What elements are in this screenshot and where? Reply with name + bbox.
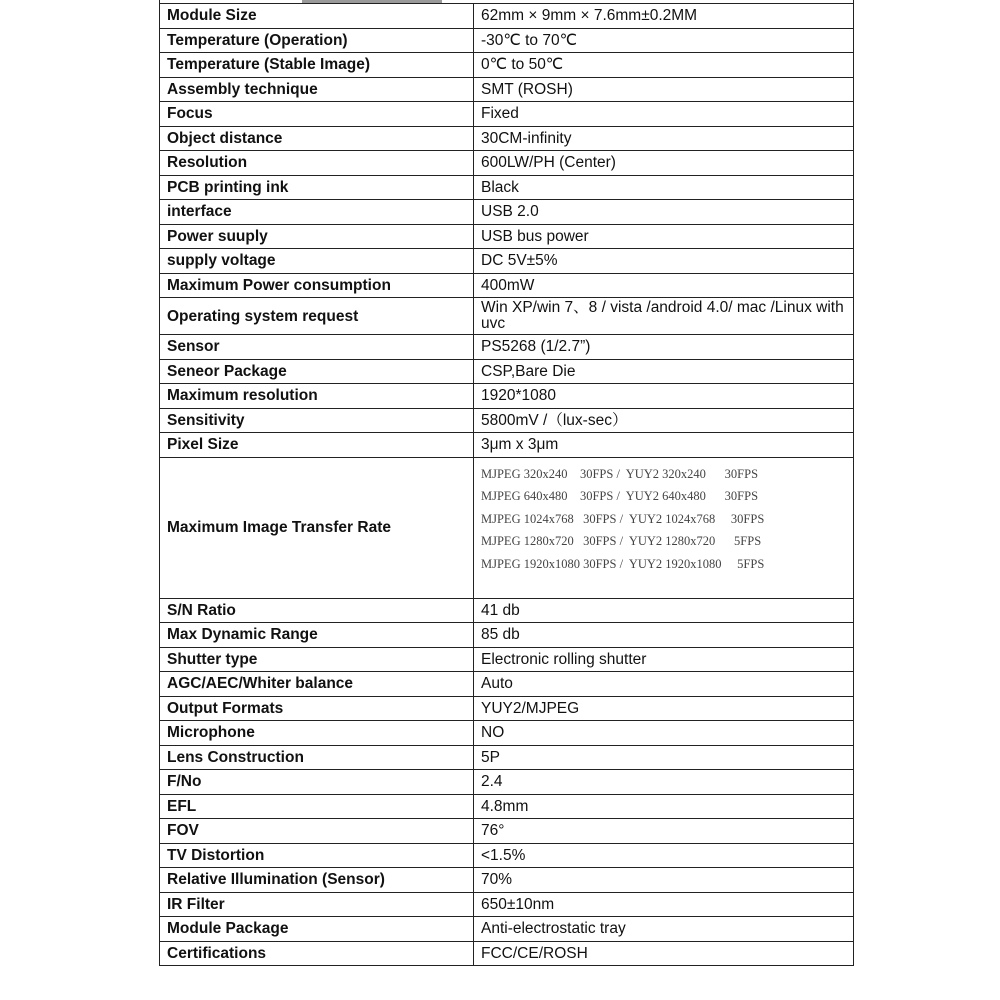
table-row [160, 77, 854, 102]
table-row [160, 384, 854, 409]
row-label: AGC/AEC/Whiter balance [160, 672, 474, 697]
row-label: Microphone [160, 721, 474, 746]
row-label: Output Formats [160, 696, 474, 721]
table-row [160, 53, 854, 78]
row-value: Electronic rolling shutter [474, 647, 854, 672]
table-row [160, 457, 854, 598]
transfer-rate-line: MJPEG 1024x768 30FPS / YUY2 1024x768 30FPS [481, 511, 765, 526]
row-label: Relative Illumination (Sensor) [160, 868, 474, 893]
row-label: Sensitivity [160, 408, 474, 433]
table-row [160, 200, 854, 225]
row-value: SMT (ROSH) [474, 77, 854, 102]
row-value: YUY2/MJPEG [474, 696, 854, 721]
row-value: 5800mV /（lux-sec） [474, 408, 854, 433]
row-value: 650±10nm [474, 892, 854, 917]
table-row [160, 273, 854, 298]
row-value: 1920*1080 [474, 384, 854, 409]
row-value: USB bus power [474, 224, 854, 249]
table-row [160, 359, 854, 384]
row-label: Object distance [160, 126, 474, 151]
row-label: interface [160, 200, 474, 225]
row-value: FCC/CE/ROSH [474, 941, 854, 966]
row-value: 85 db [474, 623, 854, 648]
spec-table [159, 3, 854, 966]
row-value: 30CM-infinity [474, 126, 854, 151]
row-value: Black [474, 175, 854, 200]
transfer-rate-list [474, 457, 854, 598]
row-value: Anti-electrostatic tray [474, 917, 854, 942]
row-value: Win XP/win 7、8 / vista /android 4.0/ mac /Linux with uvc [474, 298, 854, 335]
table-row [160, 126, 854, 151]
row-label: Assembly technique [160, 77, 474, 102]
table-row [160, 794, 854, 819]
transfer-rate-line: MJPEG 1280x720 30FPS / YUY2 1280x720 5FPS [481, 534, 762, 549]
row-label: Seneor Package [160, 359, 474, 384]
transfer-rate-line: MJPEG 320x240 30FPS / YUY2 320x240 30FPS [481, 466, 759, 481]
row-label: Maximum resolution [160, 384, 474, 409]
table-row [160, 892, 854, 917]
row-value: 4.8mm [474, 794, 854, 819]
row-label: Max Dynamic Range [160, 623, 474, 648]
table-row [160, 868, 854, 893]
row-value: 2.4 [474, 770, 854, 795]
row-label: Module Size [160, 4, 474, 29]
row-value: 41 db [474, 598, 854, 623]
row-value: CSP,Bare Die [474, 359, 854, 384]
row-label: Temperature (Operation) [160, 28, 474, 53]
row-value: Auto [474, 672, 854, 697]
table-row [160, 298, 854, 335]
row-label: Certifications [160, 941, 474, 966]
row-label: supply voltage [160, 249, 474, 274]
table-row [160, 102, 854, 127]
row-value: Fixed [474, 102, 854, 127]
transfer-rate-line: MJPEG 640x480 30FPS / YUY2 640x480 30FPS [481, 489, 759, 504]
table-row [160, 175, 854, 200]
transfer-rate-line: MJPEG 1920x1080 30FPS / YUY2 1920x1080 5FPS [481, 556, 765, 571]
row-label: Temperature (Stable Image) [160, 53, 474, 78]
table-row [160, 335, 854, 360]
table-row [160, 721, 854, 746]
table-row [160, 843, 854, 868]
row-label: Lens Construction [160, 745, 474, 770]
row-value: 62mm × 9mm × 7.6mm±0.2MM [474, 4, 854, 29]
table-row [160, 28, 854, 53]
row-label: Module Package [160, 917, 474, 942]
table-row [160, 745, 854, 770]
table-row [160, 598, 854, 623]
table-row [160, 433, 854, 458]
row-value: 400mW [474, 273, 854, 298]
table-row [160, 647, 854, 672]
row-label: S/N Ratio [160, 598, 474, 623]
row-value: NO [474, 721, 854, 746]
row-label: Maximum Power consumption [160, 273, 474, 298]
table-row [160, 4, 854, 29]
row-value: 5P [474, 745, 854, 770]
row-label: TV Distortion [160, 843, 474, 868]
table-row [160, 770, 854, 795]
table-row [160, 249, 854, 274]
row-label: Power suuply [160, 224, 474, 249]
table-row [160, 696, 854, 721]
table-row [160, 623, 854, 648]
row-value: 600LW/PH (Center) [474, 151, 854, 176]
table-row [160, 819, 854, 844]
row-value: PS5268 (1/2.7”) [474, 335, 854, 360]
row-label: EFL [160, 794, 474, 819]
table-row [160, 941, 854, 966]
row-label: PCB printing ink [160, 175, 474, 200]
row-label: Pixel Size [160, 433, 474, 458]
row-label: Operating system request [160, 298, 474, 335]
row-label: F/No [160, 770, 474, 795]
row-label: Sensor [160, 335, 474, 360]
row-label: Shutter type [160, 647, 474, 672]
row-label: FOV [160, 819, 474, 844]
row-value: <1.5% [474, 843, 854, 868]
row-value: 0℃ to 50℃ [474, 53, 854, 78]
row-value: -30℃ to 70℃ [474, 28, 854, 53]
table-row [160, 224, 854, 249]
row-value: 70% [474, 868, 854, 893]
table-row [160, 917, 854, 942]
table-row [160, 408, 854, 433]
row-label: IR Filter [160, 892, 474, 917]
table-row [160, 672, 854, 697]
table-row [160, 151, 854, 176]
row-value: DC 5V±5% [474, 249, 854, 274]
row-value: 3μm x 3μm [474, 433, 854, 458]
row-label: Maximum Image Transfer Rate [160, 457, 474, 598]
row-value: 76° [474, 819, 854, 844]
row-label: Focus [160, 102, 474, 127]
row-value: USB 2.0 [474, 200, 854, 225]
row-label: Resolution [160, 151, 474, 176]
